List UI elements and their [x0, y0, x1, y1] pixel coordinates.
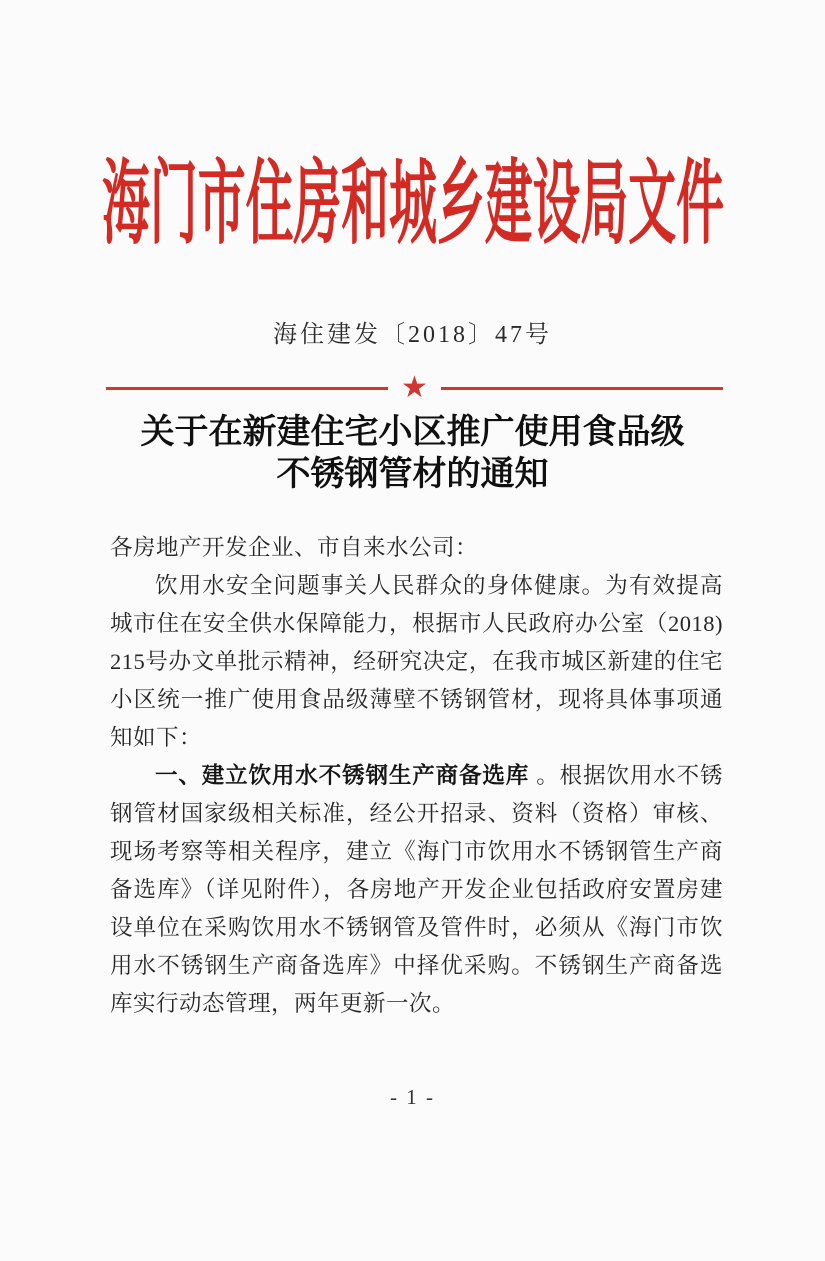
red-divider	[106, 373, 723, 403]
paragraph-2-heading: 一、建立饮用水不锈钢生产商备选库	[155, 763, 537, 789]
document-header-title: 海门市住房和城乡建设局文件	[101, 153, 724, 255]
document-number: 海住建发〔2018〕47号	[273, 322, 552, 348]
document-body	[110, 529, 723, 1023]
document-title	[0, 411, 825, 495]
page-number: - 1 -	[390, 1085, 435, 1110]
divider-line-right	[441, 387, 723, 390]
salutation: 各房地产开发企业、市自来水公司：	[110, 535, 479, 561]
document-header	[0, 153, 825, 255]
document-title-line2: 不锈钢管材的通知	[276, 455, 549, 494]
divider-line-left	[106, 387, 388, 390]
paragraph-2-body: 。根据饮用水不锈钢管材国家级相关标准，经公开招录、资料（资格）审核、现场考察等相关程序，建立《海门市饮用水不锈钢管生产商备选库》（详见附件），各房地产开发企业包括政府安置房建设单位在采购饮用水不锈钢管及管件时，必须从《海门市饮用水不锈钢生产商备选库》中择优采购。不锈钢生产商备选库实行动态管理，两年更新一次。	[110, 763, 723, 1017]
paragraph-1: 饮用水安全问题事关人民群众的身体健康。为有效提高城市住在安全供水保障能力，根据市人民政府办公室（2018) 215号办文单批示精神，经研究决定，在我市城区新建的住宅小区统一推广使用食品级薄壁不锈钢管材，现将具体事项通知如下：	[110, 573, 723, 751]
star-icon: ★	[401, 371, 428, 405]
document-page	[0, 153, 825, 1261]
paragraph-2	[110, 757, 723, 1023]
document-title-line1: 关于在新建住宅小区推广使用食品级	[140, 413, 685, 452]
